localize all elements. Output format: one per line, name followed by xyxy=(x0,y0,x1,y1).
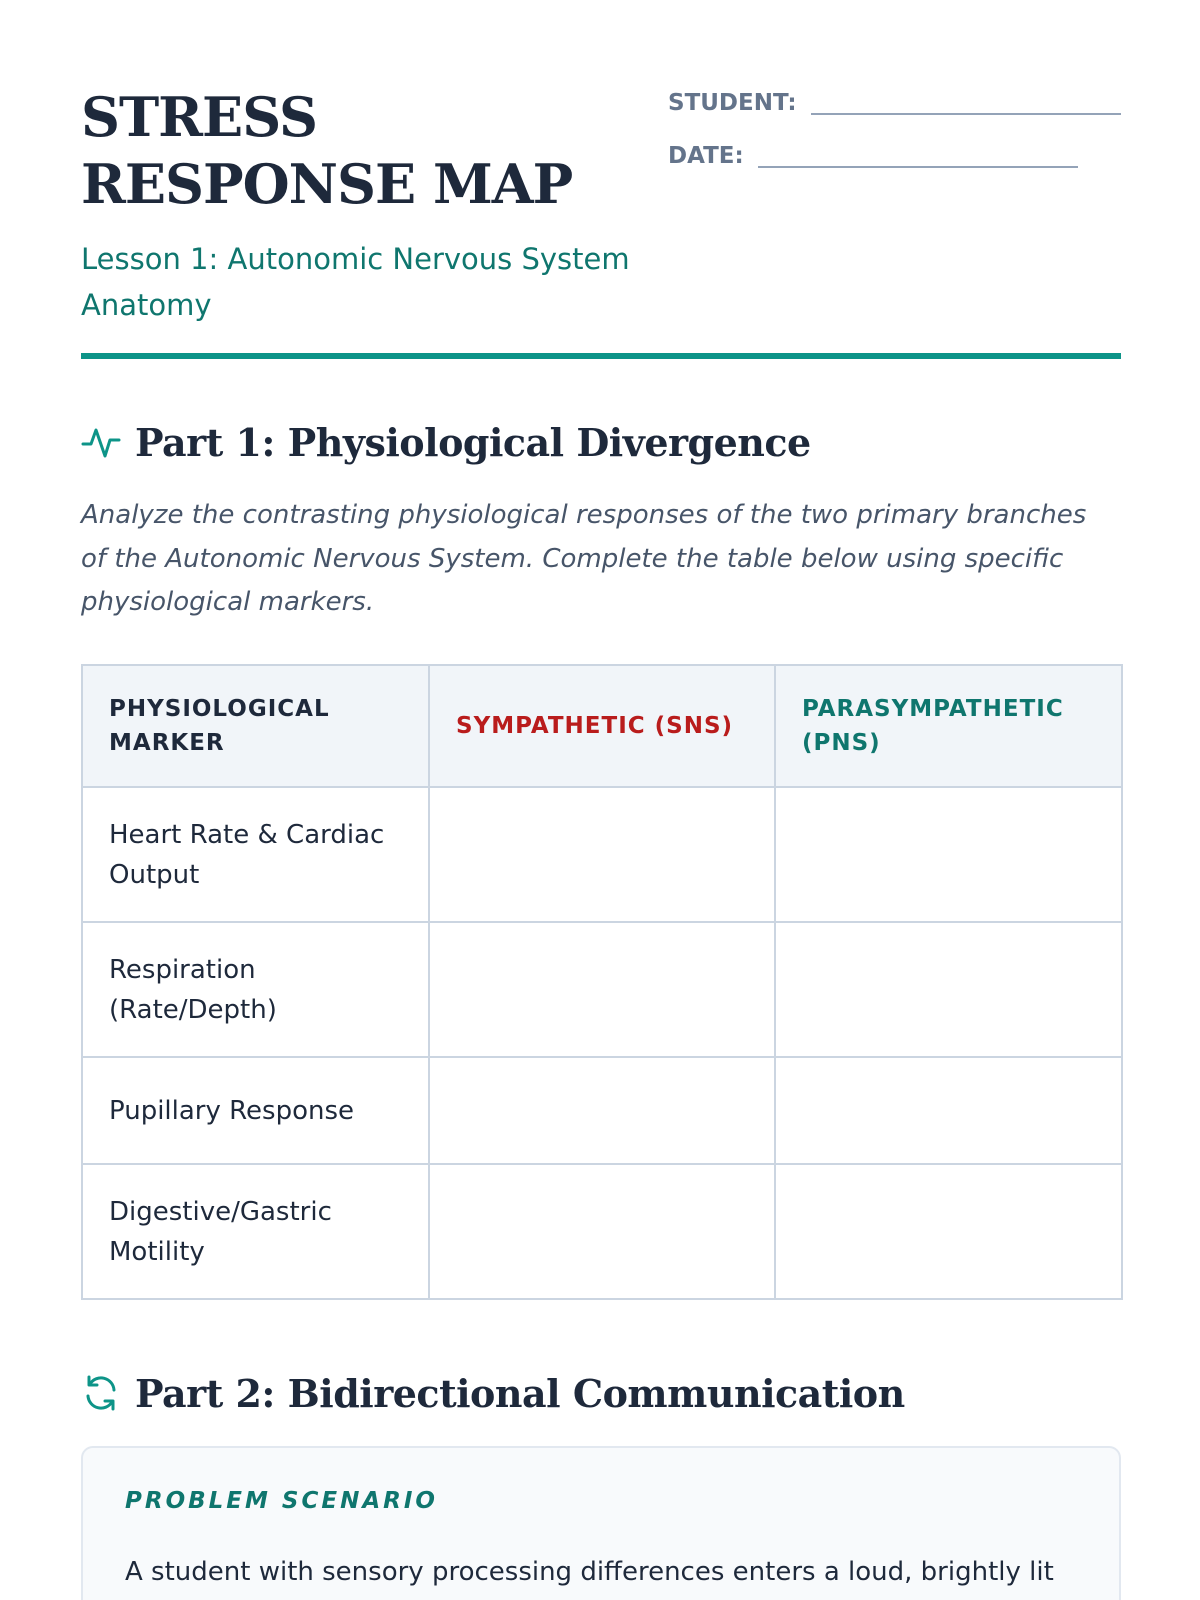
date-field[interactable] xyxy=(758,166,1078,168)
marker-cell: Heart Rate & Cardiac Output xyxy=(82,787,429,922)
student-name-field[interactable] xyxy=(811,113,1121,115)
student-info xyxy=(668,80,1121,186)
column-header-marker: PHYSIOLOGICAL MARKER xyxy=(82,665,429,787)
marker-cell: Digestive/Gastric Motility xyxy=(82,1164,429,1299)
pns-answer-cell[interactable] xyxy=(775,787,1122,922)
table-row xyxy=(82,787,1122,922)
part2-title: Part 2: Bidirectional Communication xyxy=(135,1370,905,1416)
student-row xyxy=(668,80,1121,116)
column-header-sns: SYMPATHETIC (SNS) xyxy=(429,665,775,787)
sns-answer-cell[interactable] xyxy=(429,1164,775,1299)
table-row xyxy=(82,922,1122,1057)
column-header-pns: PARASYMPATHETIC (PNS) xyxy=(775,665,1122,787)
physiology-table xyxy=(81,664,1123,1300)
refresh-icon xyxy=(81,1373,121,1413)
table-header-row xyxy=(82,665,1122,787)
date-row xyxy=(668,133,1121,169)
part1-heading xyxy=(81,417,811,467)
table-row xyxy=(82,1164,1122,1299)
part2-heading xyxy=(81,1368,905,1418)
scenario-text: A student with sensory processing differences enters a loud, brightly lit xyxy=(125,1557,1054,1587)
part1-title: Part 1: Physiological Divergence xyxy=(135,419,811,465)
table-row xyxy=(82,1057,1122,1164)
title-block xyxy=(81,84,641,328)
page-title: STRESS RESPONSE MAP xyxy=(81,85,573,216)
pns-answer-cell[interactable] xyxy=(775,922,1122,1057)
marker-cell: Respiration (Rate/Depth) xyxy=(82,922,429,1057)
scenario-label: PROBLEM SCENARIO xyxy=(125,1488,438,1514)
pns-answer-cell[interactable] xyxy=(775,1057,1122,1164)
sns-answer-cell[interactable] xyxy=(429,1057,775,1164)
marker-cell: Pupillary Response xyxy=(82,1057,429,1164)
worksheet-page xyxy=(81,0,1121,1587)
student-label: STUDENT: xyxy=(668,90,797,116)
pns-answer-cell[interactable] xyxy=(775,1164,1122,1299)
pulse-icon xyxy=(81,422,121,462)
date-label: DATE: xyxy=(668,143,744,169)
header-divider xyxy=(81,353,1121,359)
worksheet-header xyxy=(81,0,1121,360)
lesson-subtitle: Lesson 1: Autonomic Nervous System Anatomy xyxy=(81,242,630,322)
sns-answer-cell[interactable] xyxy=(429,787,775,922)
part1-instructions: Analyze the contrasting physiological responses of the two primary branches of the Autonomic Nervous System. Complete the table below using specific physiological markers. xyxy=(81,500,1087,617)
sns-answer-cell[interactable] xyxy=(429,922,775,1057)
problem-scenario-box xyxy=(81,1446,1121,1600)
